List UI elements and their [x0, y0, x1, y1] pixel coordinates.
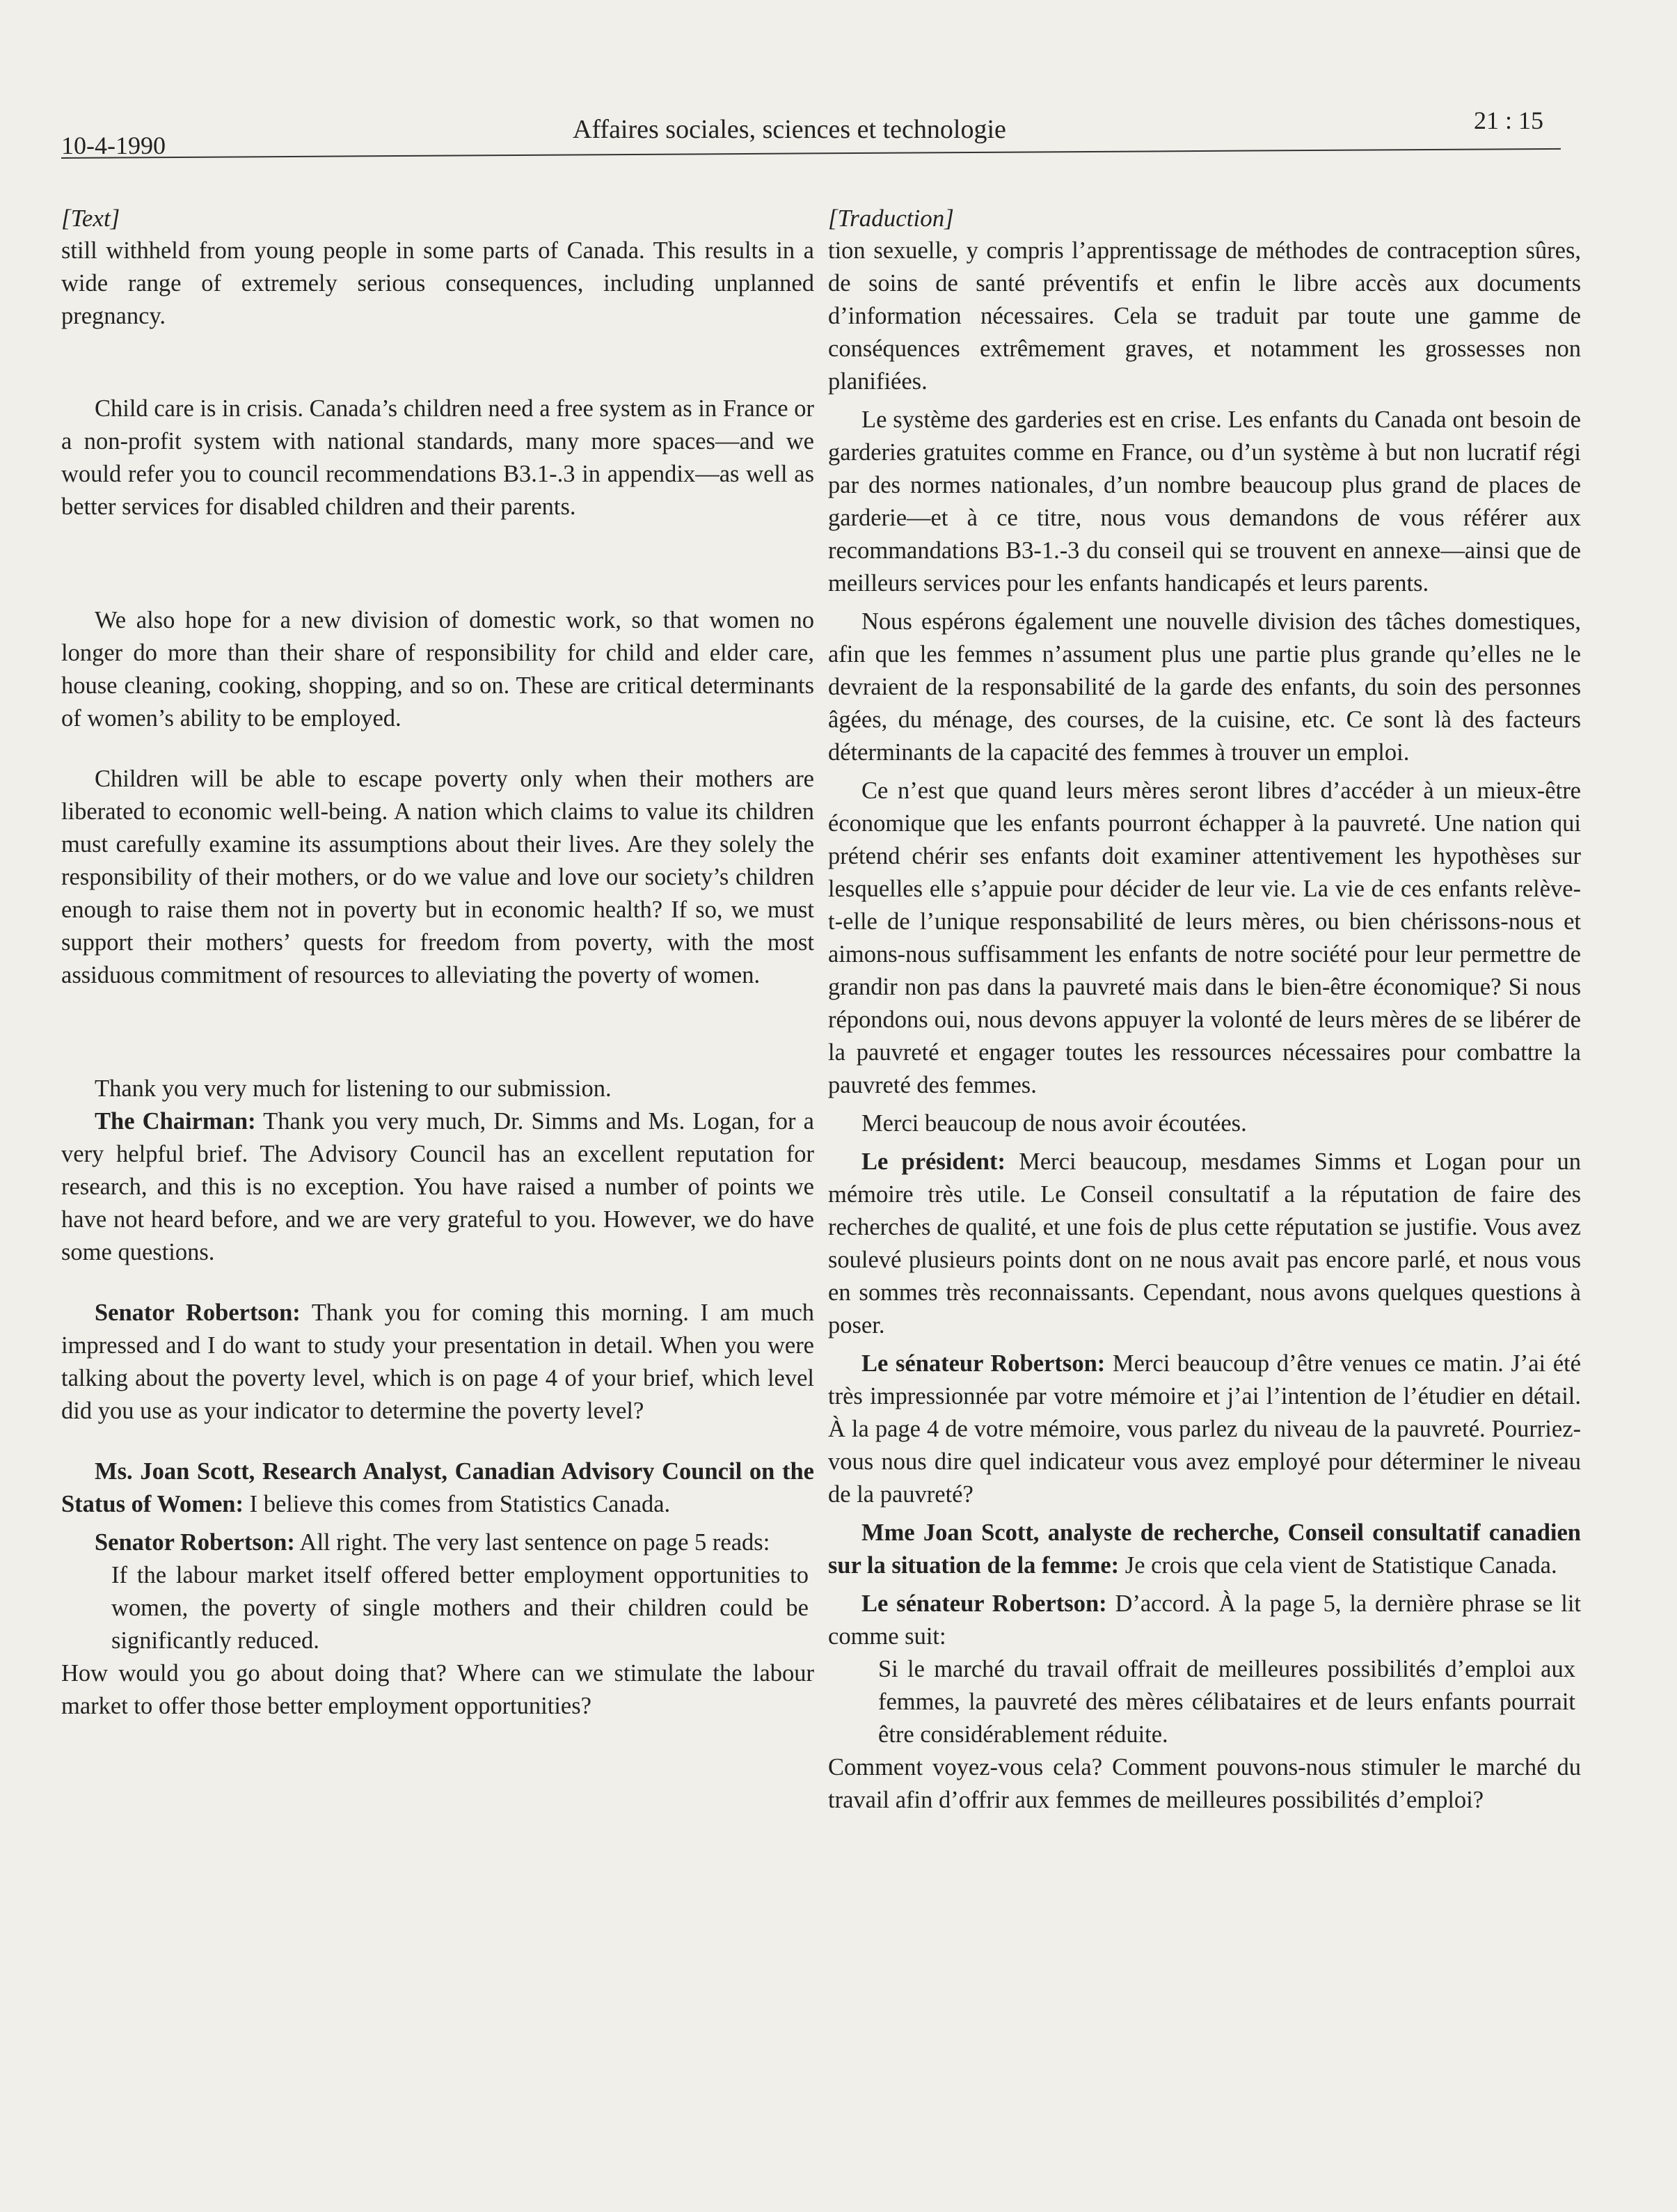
paragraph: How would you go about doing that? Where can we stimulate the labour market to offer those better employment opportunities?: [61, 1660, 814, 1719]
speaker-name: Le sénateur Robertson:: [861, 1350, 1106, 1377]
speaker-name: Le sénateur Robertson:: [861, 1590, 1107, 1617]
header-title: Affaires sociales, sciences et technologie: [573, 115, 1006, 144]
speaker-paragraph: The Chairman: Thank you very much, Dr. Simms and Ms. Logan, for a very helpful brief. The Advisory Council has an excellent reputation for research, and this is no exception. You have raised a number of points we have not heard before, and we are very grateful to you. However, we do have some questions.: [61, 1108, 814, 1265]
speaker-name: Ms. Joan Scott, Research Analyst, Canadian Advisory Council on the Status of Women:: [61, 1458, 814, 1517]
speaker-name: The Chairman:: [95, 1108, 256, 1135]
paragraph: tion sexuelle, y compris l’apprentissage de méthodes de contraception sûres, de soins de santé préventifs et enfin le libre accès aux documents d’information nécessaires. Cela se traduit par toute une gamme de conséquences extrêmement graves, et notamment les grossesses non planifiées.: [828, 237, 1581, 395]
speaker-paragraph: Ms. Joan Scott, Research Analyst, Canadian Advisory Council on the Status of Women: I believe this comes from Statistics Canada.: [61, 1458, 814, 1517]
header-page-number: 21 : 15: [1473, 106, 1543, 134]
page-header: [61, 104, 1557, 160]
speaker-paragraph: Le sénateur Robertson: Merci beaucoup d’être venues ce matin. J’ai été très impressionnée par votre mémoire et j’ai l’intention de l’étudier en détail. À la page 4 de votre mémoire, vous parlez du niveau de la pauvreté. Pourriez-vous nous dire quel indicateur vous avez employé pour déterminer le niveau de la pauvreté?: [828, 1350, 1581, 1508]
paragraph: Child care is in crisis. Canada’s children need a free system as in France or a non-profit system with national standards, many more spaces—and we would refer you to council recommendations B3.1-.3 in appendix—as well as better services for disabled children and their parents.: [61, 395, 814, 520]
speaker-name: Senator Robertson:: [95, 1299, 301, 1326]
paragraph: Ce n’est que quand leurs mères seront libres d’accéder à un mieux-être économique que les enfants pourront échapper à la pauvreté. Une nation qui prétend chérir ses enfants doit examiner attentivement les hypothèses sur lesquelles elle s’appuie pour décider de leur vie. La vie de ces enfants relève-t-elle de l’unique responsabilité de leurs mères, ou bien chérissons-nous et aimons-nous suffisamment les enfants de notre société pour leur permettre de grandir non pas dans la pauvreté mais dans le bien-être économique? Si nous répondons oui, nous devons appuyer la volonté de leurs mères de se libérer de la pauvreté et engager toutes les ressources nécessaires pour combattre la pauvreté des femmes.: [828, 777, 1581, 1098]
paragraph: Children will be able to escape poverty only when their mothers are liberated to economic well-being. A nation which claims to value its children must carefully examine its assumptions about their lives. Are they solely the responsibility of their mothers, or do we value and love our society’s children enough to raise them not in poverty but in economic health? If so, we must support their mothers’ quests for freedom from poverty, with the most assiduous commitment of resources to alleviating the poverty of women.: [61, 766, 814, 988]
paragraph: Le système des garderies est en crise. Les enfants du Canada ont besoin de garderies gratuites comme en France, ou d’un système à but non lucratif régi par des normes nationales, d’un nombre beaucoup plus grand de places de garderie—et à ce titre, nous vous demandons de vous référer aux recommandations B3-1.-3 du conseil qui se trouvent en annexe—ainsi que de meilleurs services pour les enfants handicapés et leurs parents.: [828, 406, 1581, 597]
speaker-paragraph: Senator Robertson: All right. The very last sentence on page 5 reads:: [95, 1529, 770, 1556]
paragraph: Nous espérons également une nouvelle division des tâches domestiques, afin que les femmes n’assument plus une partie plus grande qu’elles ne le devraient de la responsabilité de la garde des enfants, du soin des personnes âgées, du ménage, des courses, de la cuisine, etc. Ce sont là des facteurs déterminants de la capacité des femmes à trouver un emploi.: [828, 608, 1581, 766]
header-date: 10-4-1990: [61, 132, 166, 159]
text-marker: [Text]: [61, 205, 120, 232]
speaker-paragraph: Senator Robertson: Thank you for coming this morning. I am much impressed and I do want to study your presentation in detail. When you were talking about the poverty level, which is on page 4 of your brief, which level did you use as your indicator to determine the poverty level?: [61, 1299, 815, 1424]
paragraph: still withheld from young people in some parts of Canada. This results in a wide range of extremely serious consequences, including unplanned pregnancy.: [61, 237, 814, 329]
block-quote: If the labour market itself offered better employment opportunities to women, the poverty of single mothers and their children could be significantly reduced.: [111, 1562, 809, 1654]
speaker-paragraph: Mme Joan Scott, analyste de recherche, Conseil consultatif canadien sur la situation de la femme: Je crois que cela vient de Statistique Canada.: [828, 1519, 1581, 1579]
speaker-name: Mme Joan Scott, analyste de recherche, Conseil consultatif canadien sur la situation de la femme:: [828, 1519, 1581, 1579]
english-column: [61, 202, 814, 1723]
paragraph: We also hope for a new division of domestic work, so that women no longer do more than their share of responsibility for child and elder care, house cleaning, cooking, shopping, and so on. These are critical determinants of women’s ability to be employed.: [61, 607, 814, 732]
paragraph: Merci beaucoup de nous avoir écoutées.: [861, 1110, 1247, 1137]
speaker-paragraph: Le président: Merci beaucoup, mesdames Simms et Logan pour un mémoire très utile. Le Conseil consultatif a la réputation de faire des recherches de qualité, et une fois de plus cette réputation se justifie. Vous avez soulevé plusieurs points dont on ne nous avait pas encore parlé, et nous vous en sommes très reconnaissants. Cependant, nous avons quelques questions à poser.: [828, 1148, 1581, 1338]
speaker-name: Le président:: [861, 1148, 1006, 1175]
block-quote: Si le marché du travail offrait de meilleures possibilités d’emploi aux femmes, la pauvreté des mères célibataires et de leurs enfants pourrait être considérablement réduite.: [878, 1656, 1575, 1748]
traduction-marker: [Traduction]: [828, 205, 954, 232]
paragraph: Thank you very much for listening to our submission.: [95, 1075, 612, 1102]
speaker-paragraph: Le sénateur Robertson: D’accord. À la page 5, la dernière phrase se lit comme suit:: [828, 1590, 1582, 1650]
paragraph: Comment voyez-vous cela? Comment pouvons-nous stimuler le marché du travail afin d’offrir aux femmes de meilleures possibilités d’emploi?: [828, 1754, 1581, 1813]
french-column: [828, 202, 1581, 1817]
speaker-name: Senator Robertson:: [95, 1529, 295, 1556]
